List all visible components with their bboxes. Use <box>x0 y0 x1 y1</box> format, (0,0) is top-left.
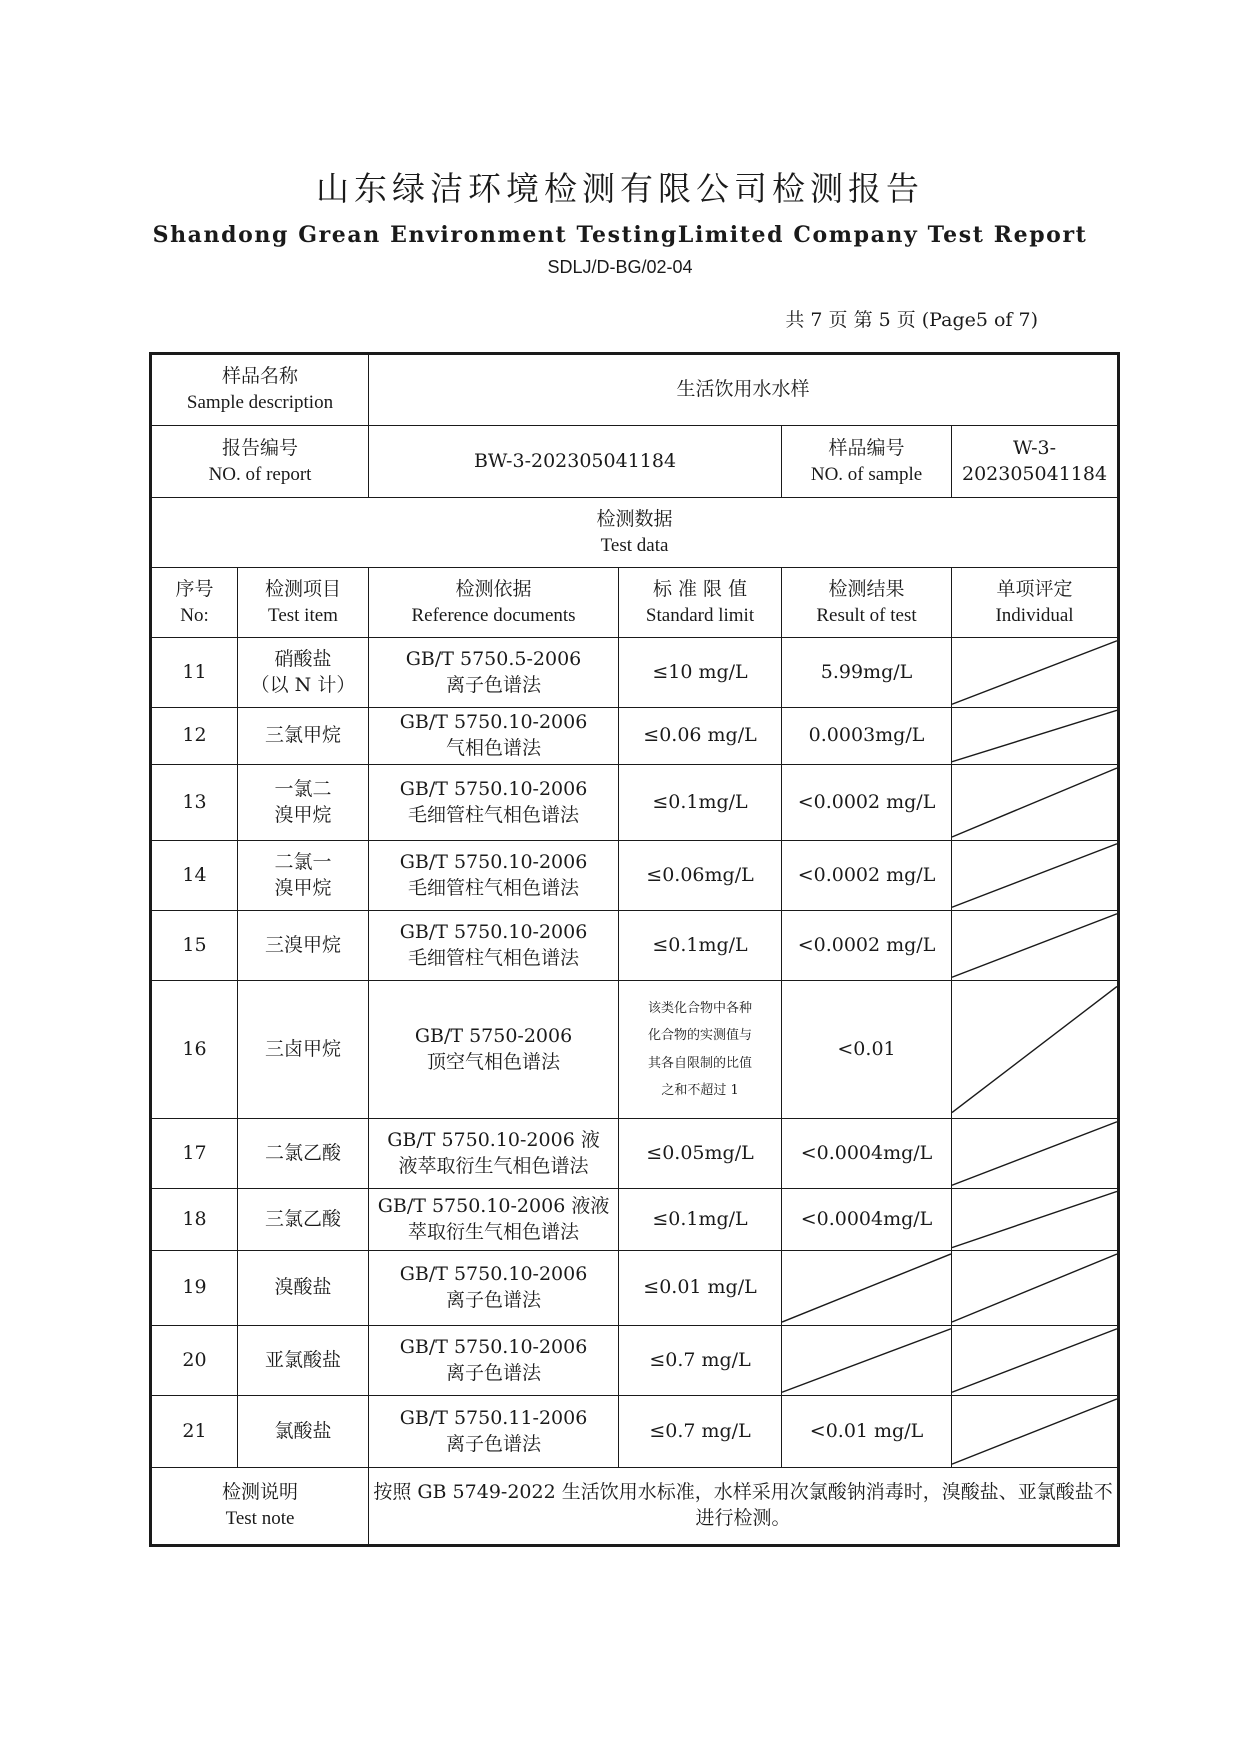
col-limit-en: Standard limit <box>645 604 755 626</box>
col-ref-cn: 检测依据 <box>455 577 532 600</box>
test-result-text: <0.01 <box>837 1037 896 1060</box>
limit-line: ≤0.01 mg/L <box>643 1276 757 1299</box>
ref-line: 液萃取衍生气相色谱法 <box>398 1154 589 1177</box>
note-label-en: Test note <box>225 1508 295 1529</box>
row-number-text: 19 <box>182 1276 207 1299</box>
ref-line: GB/T 5750.10-2006 <box>399 711 588 734</box>
standard-limit <box>619 765 782 841</box>
reference-document <box>369 765 619 841</box>
ref-line: 毛细管柱气相色谱法 <box>408 946 580 969</box>
table-row <box>151 1396 1119 1468</box>
test-note-label <box>151 1468 369 1546</box>
individual-evaluation <box>952 841 1119 911</box>
col-result-cn: 检测结果 <box>828 577 905 600</box>
sample-number-label <box>782 426 952 498</box>
standard-limit <box>619 841 782 911</box>
diagonal-slash <box>952 981 1117 1118</box>
ref-line: 离子色谱法 <box>446 1289 542 1311</box>
test-result <box>782 911 952 981</box>
diagonal-slash <box>952 765 1117 840</box>
test-result <box>782 1119 952 1189</box>
row-number-text: 20 <box>182 1348 207 1371</box>
limit-line: ≤0.1mg/L <box>652 790 748 813</box>
standard-limit <box>619 638 782 708</box>
diagonal-slash <box>952 841 1117 910</box>
ref-line: 顶空气相色谱法 <box>427 1050 561 1073</box>
test-item <box>238 1119 369 1189</box>
individual-evaluation <box>952 1251 1119 1326</box>
row-number-text: 12 <box>182 724 207 747</box>
ref-line: 离子色谱法 <box>446 1361 542 1384</box>
col-ref-en: Reference documents <box>411 604 576 626</box>
sample-description-label <box>151 354 369 426</box>
standard-limit <box>619 911 782 981</box>
col-result-en: Result of test <box>816 604 917 626</box>
test-data-label-cn: 检测数据 <box>596 507 673 530</box>
test-item <box>238 1251 369 1326</box>
limit-line: ≤0.1mg/L <box>652 1207 748 1230</box>
test-item <box>238 765 369 841</box>
row-number <box>151 1119 238 1189</box>
test-result <box>782 1189 952 1251</box>
reference-document <box>369 1396 619 1468</box>
row-number-text: 13 <box>182 790 207 813</box>
row-number-text: 15 <box>182 933 207 956</box>
item-line: 溴酸盐 <box>274 1276 332 1299</box>
ref-line: GB/T 5750.10-2006 <box>399 920 588 943</box>
document-code: SDLJ/D-BG/02-04 <box>547 257 693 277</box>
test-report-table <box>149 352 1120 1547</box>
test-result-text: <0.0002 mg/L <box>797 790 936 813</box>
sample-description-row <box>151 354 1119 426</box>
column-header-limit <box>619 568 782 638</box>
test-result <box>782 708 952 765</box>
sample-number-value: W-3-202305041184 <box>952 426 1119 498</box>
test-data-heading-row <box>151 498 1119 568</box>
test-result <box>782 765 952 841</box>
limit-line: ≤0.1mg/L <box>652 933 748 956</box>
sample-label-cn: 样品名称 <box>222 365 299 388</box>
report-title-en: Shandong Grean Environment TestingLimited Company Test Report <box>152 222 1088 248</box>
reference-document <box>369 708 619 765</box>
table-row <box>151 981 1119 1119</box>
column-header-individual <box>952 568 1119 638</box>
item-line: 三溴甲烷 <box>265 933 342 956</box>
table-row <box>151 765 1119 841</box>
individual-evaluation <box>952 708 1119 765</box>
limit-line: ≤0.06 mg/L <box>643 724 757 747</box>
reference-document <box>369 1326 619 1396</box>
sample-label-en: Sample description <box>186 392 334 413</box>
row-number-text: 16 <box>182 1037 207 1060</box>
row-number <box>151 1396 238 1468</box>
item-line: 氯酸盐 <box>274 1419 332 1442</box>
table-row <box>151 1119 1119 1189</box>
sample-description-value: 生活饮用水水样 <box>369 354 1119 426</box>
reference-document <box>369 911 619 981</box>
individual-evaluation <box>952 1326 1119 1396</box>
test-data-label-en: Test data <box>600 534 669 556</box>
diagonal-slash <box>952 638 1117 707</box>
ref-line: GB/T 5750.10-2006 <box>399 1263 588 1286</box>
item-line: 亚氯酸盐 <box>265 1348 342 1371</box>
report-number-row <box>151 426 1119 498</box>
reference-document <box>369 1119 619 1189</box>
row-number <box>151 1189 238 1251</box>
row-number <box>151 765 238 841</box>
test-result-text: 5.99mg/L <box>820 660 913 683</box>
test-result-text: <0.0002 mg/L <box>797 863 936 886</box>
ref-line: GB/T 5750.10-2006 <box>399 1335 588 1358</box>
test-item <box>238 1396 369 1468</box>
limit-line: 之和不超过 1 <box>661 1082 739 1098</box>
row-number <box>151 708 238 765</box>
reference-document <box>369 1189 619 1251</box>
row-number <box>151 981 238 1119</box>
col-no-en: No: <box>180 604 209 626</box>
test-item <box>238 911 369 981</box>
test-data-heading <box>151 498 1119 568</box>
ref-line: 离子色谱法 <box>446 673 542 696</box>
item-line: 三卤甲烷 <box>265 1037 342 1060</box>
col-limit-cn: 标 准 限 值 <box>652 577 748 600</box>
test-result-empty <box>782 1326 952 1396</box>
column-header-no <box>151 568 238 638</box>
diagonal-slash <box>952 1189 1117 1250</box>
col-individual-en: Individual <box>995 604 1074 626</box>
ref-line: 气相色谱法 <box>446 737 542 759</box>
diagonal-slash <box>952 1251 1117 1325</box>
item-line: 溴甲烷 <box>274 876 332 899</box>
ref-line: GB/T 5750.10-2006 <box>399 777 588 800</box>
limit-line: ≤10 mg/L <box>652 660 748 683</box>
column-header-item <box>238 568 369 638</box>
item-line: 二氯乙酸 <box>265 1141 342 1164</box>
row-number-text: 11 <box>182 660 207 683</box>
individual-evaluation <box>952 638 1119 708</box>
sample-no-label-en: NO. of sample <box>810 463 923 485</box>
ref-line: 毛细管柱气相色谱法 <box>408 803 580 826</box>
row-number-text: 21 <box>182 1419 207 1442</box>
test-result <box>782 638 952 708</box>
col-item-en: Test item <box>268 604 338 626</box>
column-header-row <box>151 568 1119 638</box>
standard-limit <box>619 1396 782 1468</box>
standard-limit <box>619 1326 782 1396</box>
test-item <box>238 1189 369 1251</box>
ref-line: 萃取衍生气相色谱法 <box>408 1220 580 1243</box>
table-row <box>151 1189 1119 1251</box>
test-result-text: 0.0003mg/L <box>808 724 925 747</box>
diagonal-slash <box>952 708 1117 764</box>
test-result <box>782 981 952 1119</box>
test-result <box>782 841 952 911</box>
individual-evaluation <box>952 1189 1119 1251</box>
diagonal-slash <box>782 1251 951 1325</box>
standard-limit <box>619 1189 782 1251</box>
ref-line: GB/T 5750-2006 <box>414 1024 573 1047</box>
reference-document <box>369 1251 619 1326</box>
reference-document <box>369 638 619 708</box>
diagonal-slash <box>782 1326 951 1395</box>
item-line: 溴甲烷 <box>274 803 332 826</box>
test-result-text: <0.0004mg/L <box>800 1141 933 1164</box>
test-result <box>782 1396 952 1468</box>
item-line: 三氯甲烷 <box>265 724 342 747</box>
test-note-text: 按照 GB 5749-2022 生活饮用水标准，水样采用次氯酸钠消毒时，溴酸盐、亚氯酸盐不进行检测。 <box>369 1468 1119 1546</box>
individual-evaluation <box>952 981 1119 1119</box>
report-number-value: BW-3-202305041184 <box>369 426 782 498</box>
test-note-row <box>151 1468 1119 1546</box>
item-line: 三氯乙酸 <box>265 1207 342 1230</box>
ref-line: 离子色谱法 <box>446 1432 542 1455</box>
limit-line: ≤0.7 mg/L <box>649 1419 751 1442</box>
item-line: 硝酸盐 <box>274 647 332 670</box>
standard-limit <box>619 1119 782 1189</box>
table-row <box>151 708 1119 765</box>
row-number <box>151 1326 238 1396</box>
individual-evaluation <box>952 911 1119 981</box>
ref-line: GB/T 5750.10-2006 <box>399 850 588 873</box>
col-individual-cn: 单项评定 <box>996 577 1073 600</box>
table-row <box>151 1326 1119 1396</box>
col-no-cn: 序号 <box>175 577 214 600</box>
individual-evaluation <box>952 1119 1119 1189</box>
diagonal-slash <box>952 1396 1117 1467</box>
report-number-label <box>151 426 369 498</box>
test-item <box>238 638 369 708</box>
ref-line: GB/T 5750.5-2006 <box>405 647 582 670</box>
ref-line: 毛细管柱气相色谱法 <box>408 876 580 899</box>
test-item <box>238 1326 369 1396</box>
test-result-empty <box>782 1251 952 1326</box>
row-number <box>151 638 238 708</box>
standard-limit <box>619 981 782 1119</box>
note-label-cn: 检测说明 <box>222 1481 299 1504</box>
limit-line: 该类化合物中各种 <box>648 1000 753 1016</box>
report-label-en: NO. of report <box>208 463 312 485</box>
table-row <box>151 911 1119 981</box>
ref-line: GB/T 5750.10-2006 液液 <box>377 1194 610 1217</box>
diagonal-slash <box>952 911 1117 980</box>
test-result-text: <0.0004mg/L <box>800 1207 933 1230</box>
table-row <box>151 1251 1119 1326</box>
diagonal-slash <box>952 1326 1117 1395</box>
individual-evaluation <box>952 765 1119 841</box>
row-number-text: 14 <box>182 863 207 886</box>
report-label-cn: 报告编号 <box>222 436 299 459</box>
sample-no-label-cn: 样品编号 <box>828 436 905 459</box>
test-item <box>238 841 369 911</box>
limit-line: 化合物的实测值与 <box>648 1028 753 1044</box>
table-row <box>151 638 1119 708</box>
reference-document <box>369 841 619 911</box>
report-title-cn: 山东绿洁环境检测有限公司检测报告 <box>316 169 924 208</box>
item-line: 二氯一 <box>274 850 332 873</box>
row-number <box>151 841 238 911</box>
column-header-reference <box>369 568 619 638</box>
table-row <box>151 841 1119 911</box>
item-line: 一氯二 <box>274 777 332 800</box>
ref-line: GB/T 5750.11-2006 <box>399 1406 588 1429</box>
test-item <box>238 981 369 1119</box>
row-number-text: 17 <box>182 1141 207 1164</box>
individual-evaluation <box>952 1396 1119 1468</box>
row-number-text: 18 <box>182 1207 207 1230</box>
col-item-cn: 检测项目 <box>265 577 342 600</box>
limit-line: ≤0.06mg/L <box>646 863 754 886</box>
standard-limit <box>619 708 782 765</box>
diagonal-slash <box>952 1119 1117 1188</box>
limit-line: ≤0.05mg/L <box>646 1141 754 1164</box>
test-result-text: <0.0002 mg/L <box>797 933 936 956</box>
ref-line: GB/T 5750.10-2006 液 <box>387 1128 600 1151</box>
test-result-text: <0.01 mg/L <box>809 1419 924 1442</box>
row-number <box>151 1251 238 1326</box>
test-item <box>238 708 369 765</box>
row-number <box>151 911 238 981</box>
column-header-result <box>782 568 952 638</box>
standard-limit <box>619 1251 782 1326</box>
page-indicator: 共 7 页 第 5 页 (Page5 of 7) <box>785 309 1038 331</box>
limit-line: 其各自限制的比值 <box>648 1055 753 1071</box>
item-line: （以 N 计） <box>250 673 356 696</box>
limit-line: ≤0.7 mg/L <box>649 1348 751 1371</box>
reference-document <box>369 981 619 1119</box>
